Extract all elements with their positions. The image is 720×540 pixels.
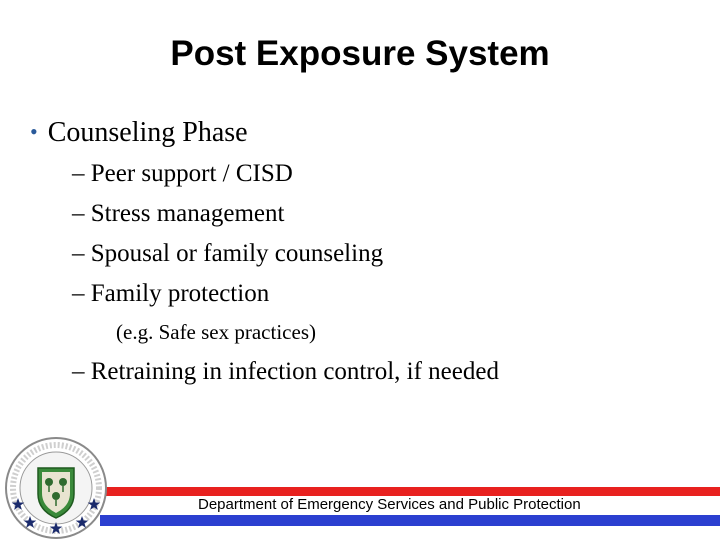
note-safe-sex: (e.g. Safe sex practices) (116, 320, 316, 344)
sub-item-family-protection: – Family protection (72, 280, 270, 307)
bullet-label: Counseling Phase (47, 117, 248, 148)
sub-item-retraining: – Retraining in infection control, if needed (72, 358, 499, 385)
sub-item-spousal-counseling: – Spousal or family counseling (72, 240, 384, 267)
slide-title: Post Exposure System (170, 34, 550, 73)
sub-item-stress-management: – Stress management (72, 200, 285, 227)
seal-icon (4, 436, 108, 540)
bullet-counseling-phase (30, 115, 248, 152)
bullet-dot-icon: • (30, 119, 38, 144)
sub-item-peer-support: – Peer support / CISD (72, 160, 293, 187)
footer-department: Department of Emergency Services and Public Protection (198, 496, 581, 513)
footer-stripe-blue (100, 515, 720, 526)
